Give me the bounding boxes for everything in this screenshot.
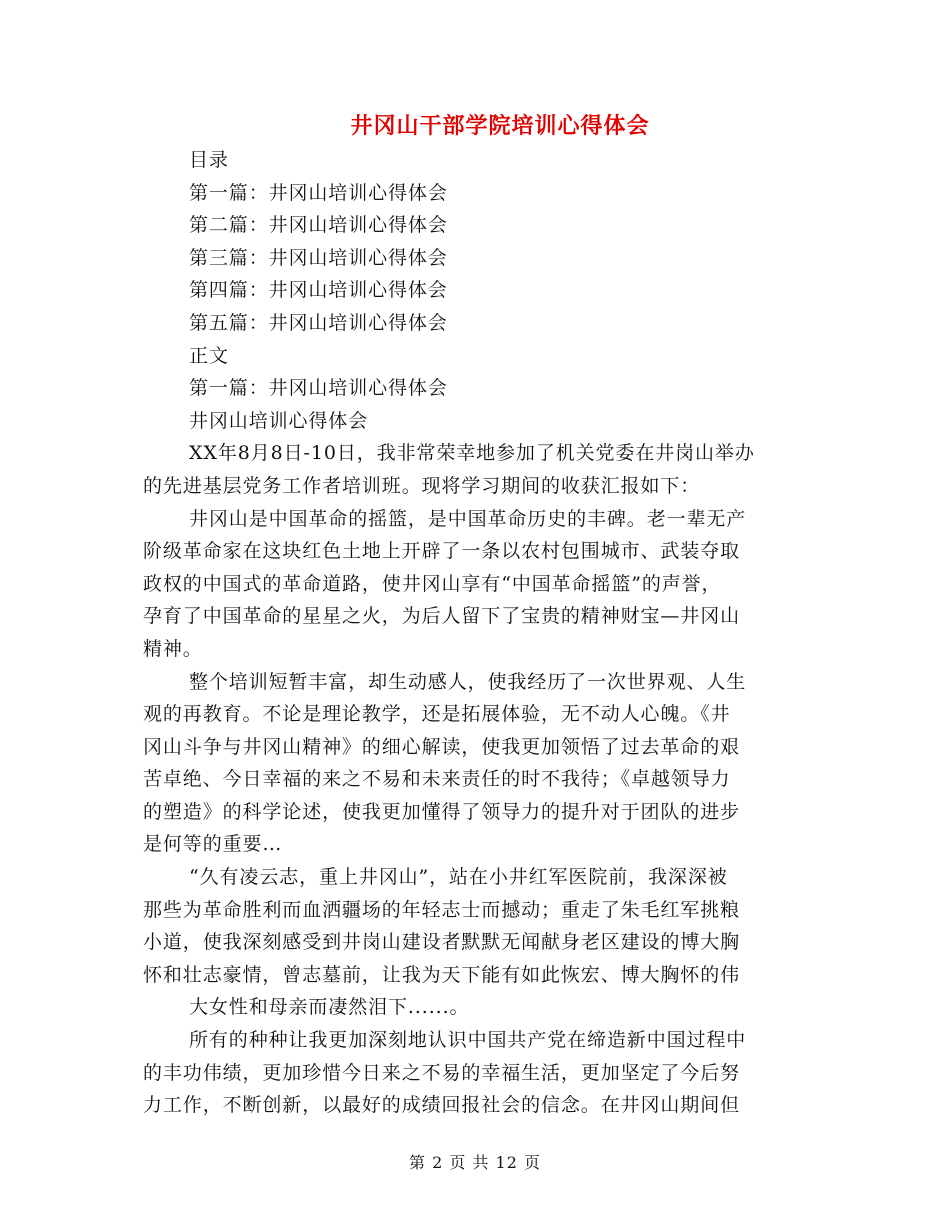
paragraph-line: 精神。 xyxy=(143,637,203,660)
article-title: 井冈山培训心得体会 xyxy=(189,409,369,432)
paragraph-line: 怀和壮志豪情，曾志墓前，让我为天下能有如此恢宏、博大胸怀的伟 xyxy=(143,963,741,986)
page-number-footer: 第 2 页 共 12 页 xyxy=(409,1153,541,1172)
paragraph-line: 井冈山是中国革命的摇篮，是中国革命历史的丰碑。老一辈无产 xyxy=(189,507,747,530)
paragraph-line: “久有凌云志，重上井冈山”，站在小井红军医院前，我深深被 xyxy=(189,866,728,889)
paragraph-line: 苦卓绝、今日幸福的来之不易和未来责任的时不我待；《卓越领导力 xyxy=(143,768,731,791)
toc-item: 第二篇：井冈山培训心得体会 xyxy=(189,214,448,237)
paragraph-line: 所有的种种让我更加深刻地认识中国共产党在缔造新中国过程中 xyxy=(189,1029,747,1052)
toc-item: 第四篇：井冈山培训心得体会 xyxy=(189,279,448,302)
toc-item: 第五篇：井冈山培训心得体会 xyxy=(189,311,448,334)
toc-item: 第三篇：井冈山培训心得体会 xyxy=(189,246,448,269)
paragraph-line: 力工作，不断创新，以最好的成绩回报社会的信念。在井冈山期间但 xyxy=(143,1094,741,1117)
paragraph-line: XX年8月8日-10日，我非常荣幸地参加了机关党委在井岗山举办 xyxy=(189,442,755,465)
paragraph-line: 冈山斗争与井冈山精神》的细心解读，使我更加领悟了过去革命的艰 xyxy=(143,735,741,758)
paragraph-line: 观的再教育。不论是理论教学，还是拓展体验，无不动人心魄。《井 xyxy=(143,703,731,726)
paragraph-line: 小道，使我深刻感受到井岗山建设者默默无闻献身老区建设的博大胸 xyxy=(143,931,741,954)
paragraph-line: 那些为革命胜利而血洒疆场的年轻志士而撼动；重走了朱毛红军挑粮 xyxy=(143,898,741,921)
paragraph-line: 政权的中国式的革命道路，使井冈山享有“中国革命摇篮”的声誉， xyxy=(143,572,722,595)
section-heading: 第一篇：井冈山培训心得体会 xyxy=(189,377,448,400)
paragraph-line: 的丰功伟绩，更加珍惜今日来之不易的幸福生活，更加坚定了今后努 xyxy=(143,1061,741,1084)
document-body xyxy=(143,144,811,1122)
paragraph-line: 阶级革命家在这块红色土地上开辟了一条以农村包围城市、武装夺取 xyxy=(143,540,741,563)
document-title: 井冈山干部学院培训心得体会 xyxy=(350,113,650,139)
paragraph-line: 是何等的重要… xyxy=(143,833,283,856)
toc-heading: 目录 xyxy=(189,149,229,171)
paragraph-line: 大女性和母亲而凄然泪下......。 xyxy=(189,996,470,1019)
paragraph-line: 的先进基层党务工作者培训班。现将学习期间的收获汇报如下： xyxy=(143,474,701,497)
paragraph-line: 孕育了中国革命的星星之火，为后人留下了宝贵的精神财宝—井冈山 xyxy=(143,605,741,628)
paragraph-line: 的塑造》的科学论述，使我更加懂得了领导力的提升对于团队的进步 xyxy=(143,800,741,823)
paragraph-line: 整个培训短暂丰富，却生动感人，使我经历了一次世界观、人生 xyxy=(189,670,747,693)
toc-item: 第一篇：井冈山培训心得体会 xyxy=(189,181,448,204)
body-heading: 正文 xyxy=(189,344,229,367)
